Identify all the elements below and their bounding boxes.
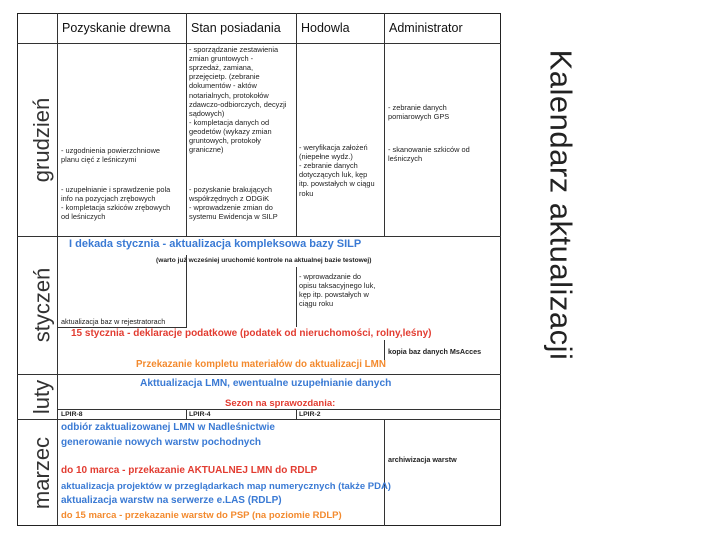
month-marzec bbox=[27, 419, 57, 526]
styczen-deklaracje-banner: 15 stycznia - deklaracje podatkowe (podatek od nieruchomości, rolny,leśny) bbox=[71, 328, 432, 339]
lpir-4-label: LPIR-4 bbox=[189, 411, 211, 418]
hodowla-weryfikacja: - weryfikacja założeń (niepełne wydz.) - zebranie danych dotyczących luk, kęp itp. powstałych w ciągu roku bbox=[299, 143, 375, 198]
page-title-text: Kalendarz aktualizacji bbox=[543, 49, 579, 361]
marzec-przekazanie-lmn: do 10 marca - przekazanie AKTUALNEJ LMN do RDLP bbox=[61, 465, 318, 476]
header-divider bbox=[17, 43, 501, 44]
month-luty bbox=[27, 374, 57, 419]
month-styczen bbox=[27, 236, 57, 374]
page-title bbox=[520, 18, 600, 392]
marzec-generowanie: generowanie nowych warstw pochodnych bbox=[61, 437, 262, 448]
styczen-kopia: kopia baz danych MsAcces bbox=[388, 347, 482, 356]
pozyskanie-uzupelnianie: - uzupełnianie i sprawdzenie pola info na pozycjach zrębowych - kompletacja szkiców zrębowych od leśniczych bbox=[61, 185, 171, 222]
admin-skanowanie: - skanowanie szkiców od leśniczych bbox=[388, 145, 470, 164]
column-divider-2a bbox=[296, 13, 297, 236]
column-divider-3a bbox=[384, 13, 385, 236]
column-divider-3b bbox=[384, 340, 385, 360]
month-grudzien bbox=[27, 43, 57, 236]
column-divider-2c bbox=[296, 409, 297, 419]
column-divider-1a bbox=[186, 13, 187, 236]
styczen-note: (warto już wcześniej uruchomić kontrole na aktualnej bazie testowej) bbox=[156, 257, 372, 264]
stan-odgik: - pozyskanie brakujących współrzędnych z ODGiK - wprowadzenie zmian do systemu Ewidencja w SILP bbox=[189, 185, 278, 222]
lpir-8-label: LPIR-8 bbox=[61, 411, 83, 418]
month-grudzien-label: grudzień bbox=[29, 97, 55, 182]
header-pozyskanie: Pozyskanie drewna bbox=[62, 21, 171, 35]
luty-sezon-banner: Sezon na sprawozdania: bbox=[225, 398, 336, 409]
hodowla-wprowadzanie: - wprowadzanie do opisu taksacyjnego luk, kęp itp. powstałych w ciągu roku bbox=[299, 272, 376, 309]
column-divider-3c bbox=[384, 419, 385, 526]
month-luty-label: luty bbox=[29, 379, 54, 414]
header-stan: Stan posiadania bbox=[191, 21, 281, 35]
header-hodowla: Hodowla bbox=[301, 21, 350, 35]
month-divider-grudzien bbox=[17, 236, 501, 237]
lpir-divider bbox=[57, 409, 501, 410]
month-column-divider bbox=[57, 13, 58, 526]
admin-gps: - zebranie danych pomiarowych GPS bbox=[388, 103, 450, 122]
marzec-odbior: odbiór zaktualizowanej LMN w Nadleśnictwie bbox=[61, 422, 275, 433]
marzec-archiwizacja: archiwizacja warstw bbox=[388, 455, 457, 464]
stan-zestawienie: - sporządzanie zestawienia zmian gruntowych - sprzedaż, zamiana, przejęcietp. (zebranie dokumentów - aktów notarialnych, protokołów zdawczo-odbiorczych, decyzji sądowych) - kompletacja danych od geodetów (wykazy zmian gruntowych, protokoły graniczne) bbox=[189, 45, 287, 155]
pozyskanie-uzgodnienia: - uzgodnienia powierzchniowe planu cięć z leśniczymi bbox=[61, 146, 161, 165]
marzec-warstwy-elas: aktualizacja warstw na serwerze e.LAS (RDLP) bbox=[61, 495, 282, 506]
month-marzec-label: marzec bbox=[29, 436, 54, 509]
column-divider-2b bbox=[296, 267, 297, 327]
month-styczen-label: styczeń bbox=[29, 267, 54, 343]
month-divider-styczen bbox=[17, 374, 501, 375]
lpir-2-label: LPIR-2 bbox=[299, 411, 321, 418]
marzec-projekty: aktualizacja projektów w przeglądarkach map numerycznych (także PDA) bbox=[61, 481, 391, 492]
month-divider-luty bbox=[17, 419, 501, 420]
marzec-przekazanie-psp: do 15 marca - przekazanie warstw do PSP (na poziomie RDLP) bbox=[61, 510, 342, 521]
styczen-dekada-banner: I dekada stycznia - aktualizacja kompleksowa bazy SILP bbox=[69, 238, 362, 250]
header-administrator: Administrator bbox=[389, 21, 463, 35]
column-divider-1c bbox=[186, 409, 187, 419]
styczen-przekazanie-banner: Przekazanie kompletu materiałów do aktualizacji LMN bbox=[136, 359, 386, 370]
luty-aktualizacja-banner: Akttualizacja LMN, ewentualne uzupełnianie danych bbox=[140, 378, 392, 389]
column-divider-1b bbox=[186, 255, 187, 327]
styczen-rejestratory: aktualizacja baz w rejestratorach bbox=[61, 317, 166, 326]
